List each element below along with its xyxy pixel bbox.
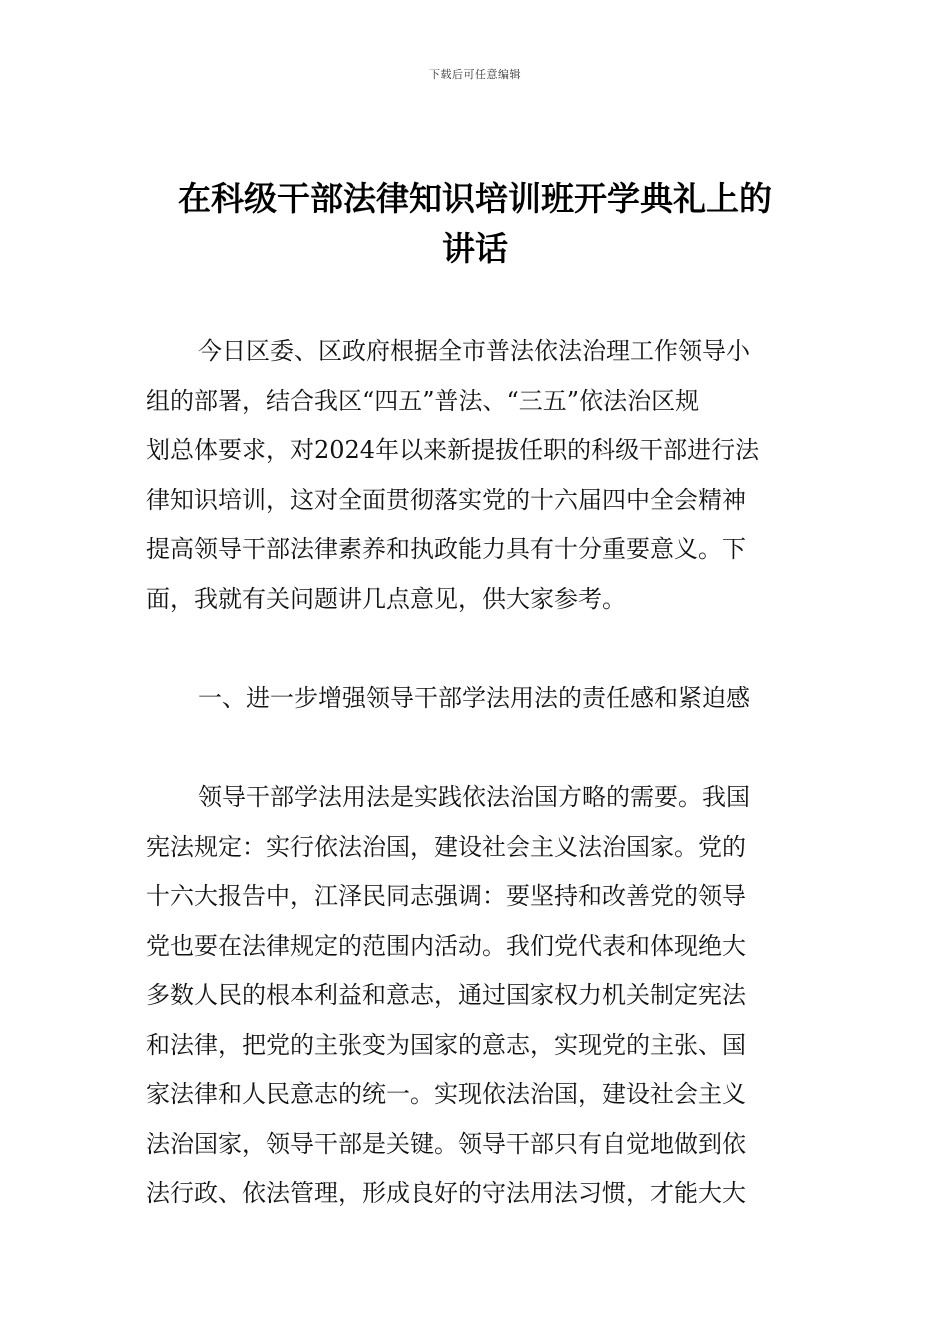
section-heading-text: 一、进一步增强领导干部学法用法的责任感和紧迫感 [198,684,750,712]
paragraph-line: 多数人民的根本利益和意志，通过国家权力机关制定宪法 [146,981,746,1009]
title-line-1: 在科级干部法律知识培训班开学典礼上的 [178,179,772,218]
paragraph-line: 今日区委、区政府根据全市普法依法治理工作领导小 [198,337,750,365]
intro-paragraph [146,327,806,624]
document-title [140,174,810,274]
title-line-2: 讲话 [442,229,508,268]
paragraph-line: 党也要在法律规定的范围内活动。我们党代表和体现绝大 [146,931,746,960]
paragraph-line: 法行政、依法管理，形成良好的守法用法习惯，才能大大 [146,1179,746,1207]
paragraph-line: 划总体要求，对2024年以来新提拔任职的科级干部进行法 [146,436,760,464]
paragraph-line: 提高领导干部法律素养和执政能力具有十分重要意义。下 [146,535,746,563]
paragraph-line: 面，我就有关问题讲几点意见，供大家参考。 [146,584,626,613]
paragraph-line: 和法律，把党的主张变为国家的意志，实现党的主张、国 [146,1030,746,1059]
paragraph-line: 家法律和人民意志的统一。实现依法治国，建设社会主义 [146,1080,746,1108]
paragraph-line: 宪法规定：实行依法治国，建设社会主义法治国家。党的 [146,832,746,861]
body-paragraph [146,773,806,1219]
section-heading [146,674,806,724]
paragraph-line: 领导干部学法用法是实践依法治国方略的需要。我国 [198,783,750,811]
paragraph-line: 十六大报告中，江泽民同志强调：要坚持和改善党的领导 [146,882,746,910]
page-header: 下载后可任意编辑 [429,68,521,81]
paragraph-line: 律知识培训，这对全面贯彻落实党的十六届四中全会精神 [146,485,746,514]
paragraph-line: 组的部署，结合我区“四五”普法、“三五”依法治区规 [146,386,700,415]
paragraph-line: 法治国家，领导干部是关键。领导干部只有自觉地做到依 [146,1129,746,1158]
